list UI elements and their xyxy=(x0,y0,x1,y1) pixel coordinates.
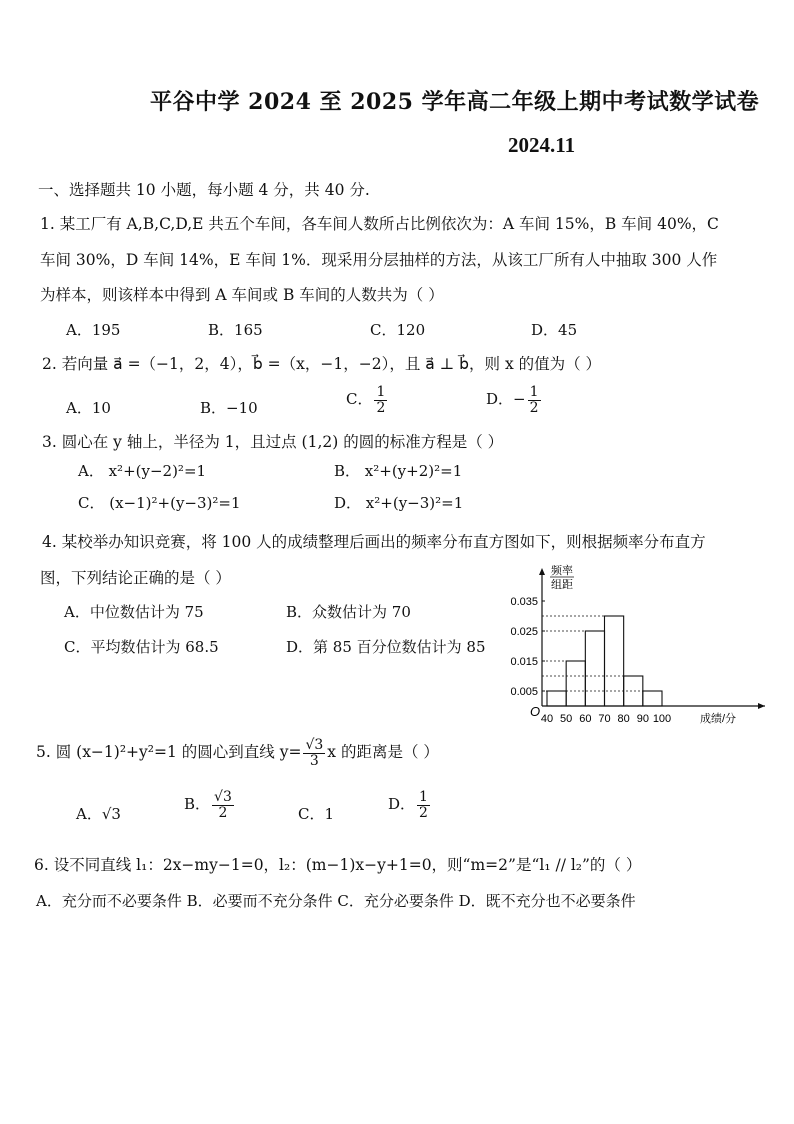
fraction-denominator: 3 xyxy=(309,752,319,769)
q1-line-2: 车间 30%，D 车间 14%，E 车间 1%．现采用分层抽样的方法，从该工厂所有人中抽取 300 人作 xyxy=(40,251,718,269)
fraction-denominator: 2 xyxy=(376,399,386,416)
q4-option-d[interactable]: D．第 85 百分位数估计为 85 xyxy=(286,638,486,656)
x-tick-label: 50 xyxy=(560,713,573,725)
q3-option-d[interactable]: D． x²+(y−3)²=1 xyxy=(334,494,464,512)
fraction-denominator: 2 xyxy=(218,804,228,821)
q1-line-1: 1. 某工厂有 A,B,C,D,E 共五个车间，各车间人数所占比例依次为：A 车间 15%，B 车间 40%，C xyxy=(40,215,719,233)
q1-line-3: 为样本，则该样本中得到 A 车间或 B 车间的人数共为（ ） xyxy=(40,286,444,304)
q4-option-c[interactable]: C．平均数估计为 68.5 xyxy=(64,638,219,656)
q1-option-c[interactable]: C．120 xyxy=(370,321,426,339)
q3-option-c[interactable]: C． (x−1)²+(y−3)²=1 xyxy=(78,494,241,512)
q2-option-c-label: C． xyxy=(346,390,373,409)
q5-option-a[interactable]: A．√3 xyxy=(76,805,121,823)
fraction-numerator: √3 xyxy=(305,737,324,753)
q3-stem: 3. 圆心在 y 轴上，半径为 1，且过点 (1,2) 的圆的标准方程是（ ） xyxy=(42,433,504,451)
q3-option-a[interactable]: A． x²+(y−2)²=1 xyxy=(78,462,207,480)
origin-label: O xyxy=(530,704,541,719)
fraction-denominator: 2 xyxy=(419,804,428,821)
q5-option-b-label: B． xyxy=(184,795,211,814)
q5-option-b[interactable] xyxy=(184,790,236,820)
x-tick-label: 100 xyxy=(652,713,672,725)
y-axis-label-bottom: 组距 xyxy=(551,579,573,591)
q2-option-b[interactable]: B．−10 xyxy=(200,399,258,417)
x-tick-label: 60 xyxy=(579,713,592,725)
histogram-bar xyxy=(585,631,604,706)
histogram-bar xyxy=(566,661,585,706)
q2-option-d[interactable] xyxy=(486,385,543,415)
q5-stem-before: 5. 圆 (x−1)²+y²=1 的圆心到直线 y= xyxy=(36,743,302,762)
q1-option-b[interactable]: B．165 xyxy=(208,321,263,339)
q5-option-d[interactable] xyxy=(388,790,432,820)
y-axis-label-top: 频率 xyxy=(551,565,573,577)
y-tick-label: 0.015 xyxy=(510,656,538,668)
x-axis-arrow xyxy=(758,703,765,709)
frequency-histogram xyxy=(500,560,780,730)
histogram-bar xyxy=(547,691,566,706)
q2-option-c[interactable] xyxy=(346,385,389,415)
q2-option-a[interactable]: A．10 xyxy=(66,399,111,417)
q5-option-d-label: D． xyxy=(388,795,416,814)
fraction-numerator: 1 xyxy=(529,384,539,400)
q4-line-2: 图，下列结论正确的是（ ） xyxy=(40,569,231,587)
section-heading: 一、选择题共 10 小题，每小题 4 分，共 40 分. xyxy=(38,181,370,199)
q2-option-d-label: D．− xyxy=(486,390,526,409)
fraction-numerator: 1 xyxy=(419,789,428,805)
histogram-bar xyxy=(605,616,624,706)
y-axis-arrow xyxy=(539,568,545,575)
y-tick-label: 0.025 xyxy=(510,626,538,638)
fraction-numerator: 1 xyxy=(376,384,386,400)
q4-option-a[interactable]: A．中位数估计为 75 xyxy=(64,603,204,621)
x-tick-label: 40 xyxy=(540,713,554,725)
y-tick-label: 0.005 xyxy=(510,686,538,698)
page-title: 平谷中学 2024 至 2025 学年高二年级上期中考试数学试卷 xyxy=(150,89,760,115)
q5-option-b-fraction xyxy=(212,790,234,820)
q4-option-b[interactable]: B．众数估计为 70 xyxy=(286,603,411,621)
x-tick-label: 90 xyxy=(636,713,649,725)
q5-stem xyxy=(36,738,439,768)
q2-option-c-fraction xyxy=(374,385,387,415)
q3-option-b[interactable]: B． x²+(y+2)²=1 xyxy=(334,462,463,480)
x-tick-label: 70 xyxy=(598,713,611,725)
x-tick-label: 80 xyxy=(617,713,630,725)
fraction-denominator: 2 xyxy=(529,399,539,416)
q4-line-1: 4. 某校举办知识竞赛，将 100 人的成绩整理后画出的频率分布直方图如下，则根据频率分布直方 xyxy=(42,533,706,551)
q1-option-a[interactable]: A．195 xyxy=(66,321,121,339)
q6-stem: 6. 设不同直线 l₁：2x−my−1=0，l₂：(m−1)x−y+1=0，则“m=2”是“l₁ // l₂”的（ ） xyxy=(34,856,642,874)
q6-options[interactable]: A．充分而不必要条件 B．必要而不充分条件 C．充分必要条件 D．既不充分也不必要条件 xyxy=(36,892,636,910)
q2-option-d-fraction xyxy=(528,385,541,415)
q5-stem-after: x 的距离是（ ） xyxy=(327,743,439,762)
histogram-bar xyxy=(643,691,662,706)
q1-option-d[interactable]: D．45 xyxy=(531,321,578,339)
x-axis-label: 成绩/分 xyxy=(700,713,737,725)
q5-option-c[interactable]: C．1 xyxy=(298,805,335,823)
exam-date: 2024.11 xyxy=(508,133,576,157)
q5-option-d-fraction xyxy=(417,790,430,820)
q5-stem-fraction xyxy=(303,738,325,768)
y-tick-label: 0.035 xyxy=(510,596,538,608)
q2-stem: 2. 若向量 a⃗ =（−1，2，4），b⃗ =（x，−1，−2），且 a⃗ ⊥ b⃗，则 x 的值为（ ） xyxy=(42,355,602,373)
fraction-numerator: √3 xyxy=(214,789,232,805)
